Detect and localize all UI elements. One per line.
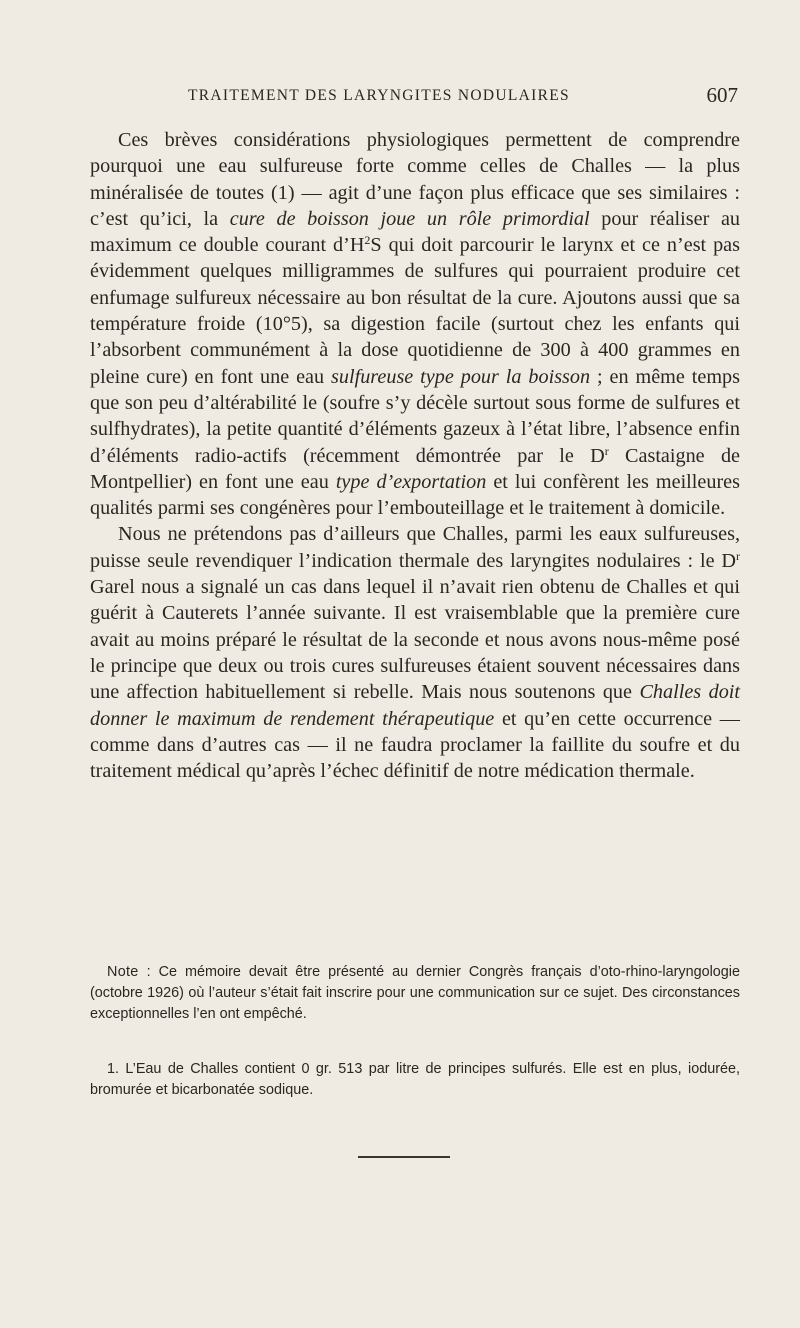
paragraph bbox=[90, 521, 740, 784]
text-run: Castaigne de Montpellier) en font une eau bbox=[90, 444, 740, 493]
text-run: et qu’en cette occurrence — comme dans d’autres cas — il ne faudra proclamer la faillite du soufre et du traitement médical qu’après l’échec définitif de notre médication thermale. bbox=[90, 707, 740, 783]
running-title: TRAITEMENT DES LARYNGITES NODULAIRES bbox=[188, 87, 570, 104]
text-run: pour réaliser au maximum ce double courant d’H bbox=[90, 207, 741, 257]
italic-phrase: sulfureuse type pour la boisson bbox=[331, 365, 591, 388]
text-run: et lui confèrent les meilleures qualités parmi ses congénères pour l’embouteillage et le traitement à domicile. bbox=[90, 470, 740, 520]
text-run: S qui doit parcourir le larynx et ce n’est pas évidemment quelques milligrammes de sulfures qui pourraient produire cet enfumage sulfureux nécessaire au bon résultat de la cure. Ajoutons aussi que sa température froide (10°5), sa digestion facile (surtout chez les enfants qui l’absorbent communément à la dose quotidienne de 300 à 400 grammes en pleine cure) en font une eau bbox=[90, 234, 741, 388]
superscript: r bbox=[604, 443, 609, 458]
italic-phrase: Challes doit donner le maximum de rendement thérapeutique bbox=[90, 681, 741, 730]
footnote bbox=[90, 1059, 740, 1101]
text-run: ; en même temps que son peu d’altérabilité le (soufre s’y décèle surtout sous forme de sulfures et sulfhydrates), la petite quantité d’éléments gazeux à l’état libre, l’absence enfin d’éléments radio-actifs (récemment démontrée par le D bbox=[90, 365, 740, 467]
paragraph bbox=[90, 127, 740, 521]
note-label: Note bbox=[107, 964, 139, 980]
text-run: Garel nous a signalé un cas dans lequel il n’avait rien obtenu de Challes et qui guérit à Cauterets l’année suivante. Il est vraisemblable que la première cure avait au moins préparé le résultat de la seconde et nous avons nous-même posé le principe que deux ou trois cures sulfureuses étaient souvent nécessaires dans une affection habituellement si rebelle. Mais nous soutenons que bbox=[90, 576, 740, 704]
italic-phrase: type d’exportation bbox=[335, 470, 487, 493]
page-number: 607 bbox=[706, 83, 738, 107]
text-run: Ces brèves considérations physiologiques permettent de comprendre pourquoi une eau sulfureuse forte comme celles de Challes — la plus minéralisée de toutes (1) — agit d’une façon plus efficace que ses similaires : c’est qu’ici, la bbox=[90, 129, 740, 230]
superscript: r bbox=[736, 548, 740, 563]
main-text bbox=[90, 127, 740, 784]
end-rule bbox=[358, 1156, 450, 1158]
italic-phrase: cure de boisson joue un rôle primordial bbox=[229, 207, 590, 230]
author-note bbox=[90, 962, 740, 1025]
text-run: Nous ne prétendons pas d’ailleurs que Challes, parmi les eaux sulfureuses, puisse seule revendiquer l’indication thermale des laryngites nodulaires : le D bbox=[90, 523, 740, 572]
footnote-text: L’Eau de Challes contient 0 gr. 513 par litre de principes sulfurés. Elle est en plus, iodurée, bromurée et bicarbonatée sodique. bbox=[90, 1061, 740, 1098]
superscript: 2 bbox=[364, 233, 371, 248]
note-text: : Ce mémoire devait être présenté au dernier Congrès français d’oto-rhino-laryngologie (octobre 1926) où l’auteur s’était fait inscrire pour une communication sur ce sujet. Des circonstances exceptionnelles l’en ont empêché. bbox=[90, 964, 740, 1022]
running-header bbox=[90, 85, 740, 111]
footnote-marker: 1. bbox=[107, 1061, 120, 1077]
